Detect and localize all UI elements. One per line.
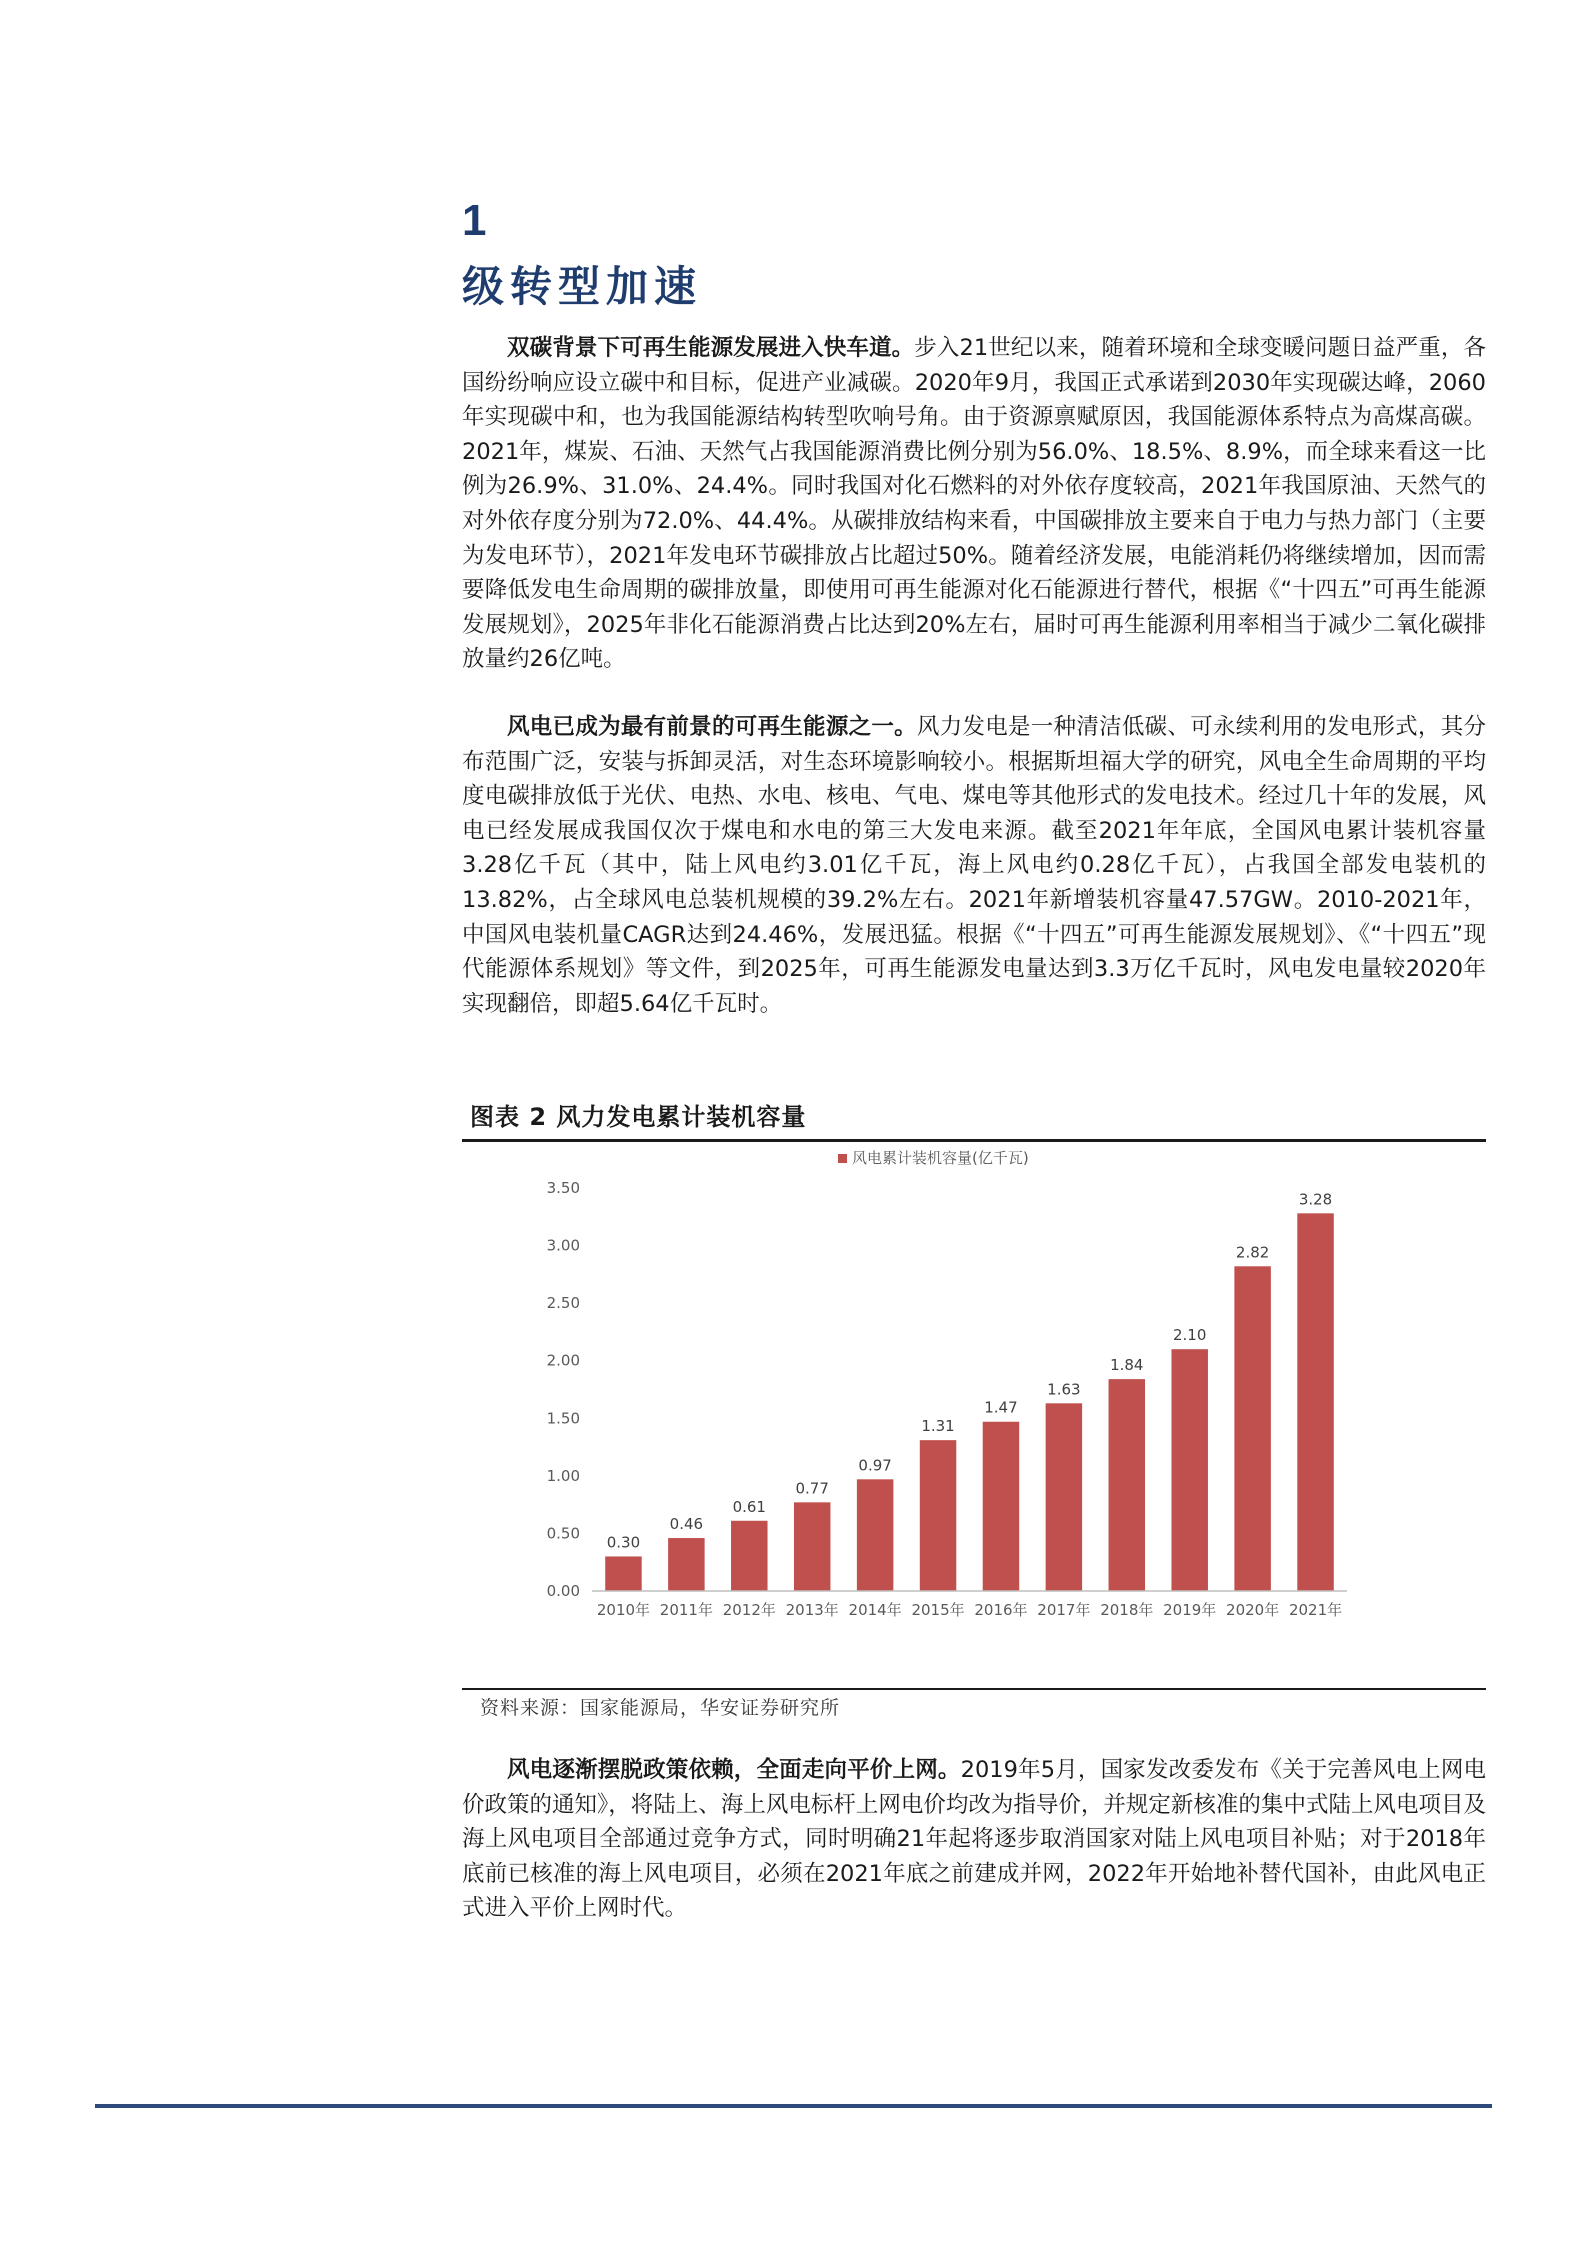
bar-2017年 (1046, 1403, 1082, 1591)
value-label: 2.10 (1173, 1326, 1207, 1345)
value-labels (607, 1190, 1332, 1551)
x-tick-label: 2011年 (659, 1601, 713, 1619)
value-label: 0.46 (669, 1515, 704, 1534)
y-tick-label: 3.00 (546, 1236, 580, 1255)
bar-2016年 (983, 1422, 1019, 1591)
paragraph-policy-lead: 风电逐渐摆脱政策依赖，全面走向平价上网。 (507, 1757, 961, 1783)
legend-label: 风电累计装机容量(亿千瓦) (852, 1149, 1029, 1167)
bar-2018年 (1109, 1379, 1145, 1591)
y-tick-label: 2.00 (546, 1351, 580, 1370)
x-tick-label: 2010年 (596, 1601, 651, 1619)
section-number: 1 (462, 196, 487, 245)
value-label: 1.47 (984, 1398, 1018, 1417)
value-label: 0.77 (795, 1479, 829, 1498)
bar-2012年 (731, 1521, 767, 1591)
x-tick-label: 2016年 (974, 1601, 1028, 1619)
bar-2020年 (1234, 1266, 1270, 1591)
y-axis-ticks (547, 1179, 580, 1600)
value-label: 1.84 (1110, 1356, 1144, 1375)
x-tick-label: 2021年 (1288, 1601, 1343, 1619)
x-axis-ticks (597, 1601, 1342, 1619)
x-tick-label: 2014年 (848, 1601, 902, 1619)
bar-2021年 (1297, 1213, 1333, 1591)
paragraph-wind-lead: 风电已成为最有前景的可再生能源之一。 (507, 714, 917, 740)
paragraph-carbon-body: 步入21世纪以来，随着环境和全球变暖问题日益严重，各国纷纷响应设立碳中和目标，促进产业减碳。2020年9月，我国正式承诺到2030年实现碳达峰，2060年实现碳中和，也为我国能源结构转型吹响号角。由于资源禀赋原因，我国能源体系特点为高煤高碳。2021年，煤炭、石油、天然气占我国能源消费比例分别为56.0%、18.5%、8.9%，而全球来看这一比例为26.9%、31.0%、24.4%。同时我国对化石燃料的对外依存度较高，2021年我国原油、天然气的对外依存度分别为72.0%、44.4%。从碳排放结构来看，中国碳排放主要来自于电力与热力部门（主要为发电环节），2021年发电环节碳排放占比超过50%。随着经济发展，电能消耗仍将继续增加，因而需要降低发电生命周期的碳排放量，即使用可再生能源对化石能源进行替代，根据《“十四五”可再生能源发展规划》，2025年非化石能源消费占比达到20%左右，届时可再生能源利用率相当于减少二氧化碳排放量约26亿吨。 (462, 335, 1486, 673)
bar-2015年 (920, 1440, 956, 1591)
bar-2019年 (1171, 1349, 1207, 1591)
y-tick-label: 1.00 (546, 1466, 580, 1485)
x-tick-label: 2015年 (911, 1601, 965, 1619)
value-label: 1.63 (1047, 1380, 1081, 1399)
bars (605, 1213, 1334, 1591)
paragraph-policy (462, 1753, 1486, 1926)
value-label: 2.82 (1235, 1243, 1270, 1262)
x-tick-label: 2018年 (1100, 1601, 1154, 1619)
footer-rule (95, 2104, 1492, 2108)
paragraph-wind (462, 710, 1486, 1021)
bar-chart (462, 1142, 1486, 1688)
value-label: 0.30 (606, 1533, 641, 1552)
x-tick-label: 2013年 (785, 1601, 839, 1619)
y-tick-label: 0.50 (546, 1524, 580, 1543)
value-label: 3.28 (1298, 1190, 1333, 1209)
x-tick-label: 2017年 (1037, 1601, 1091, 1619)
paragraph-carbon (462, 331, 1486, 677)
y-tick-label: 3.50 (546, 1179, 580, 1197)
chart-legend (838, 1149, 1029, 1167)
figure-title: 图表 2 风力发电累计装机容量 (470, 1103, 807, 1131)
paragraph-carbon-lead: 双碳背景下可再生能源发展进入快车道。 (507, 335, 915, 361)
y-tick-label: 0.00 (546, 1582, 580, 1600)
y-tick-label: 2.50 (546, 1294, 580, 1313)
x-tick-label: 2012年 (722, 1601, 776, 1619)
value-label: 1.31 (921, 1417, 955, 1436)
legend-swatch (838, 1154, 847, 1163)
bar-2014年 (857, 1479, 893, 1591)
x-tick-label: 2020年 (1226, 1601, 1280, 1619)
x-tick-label: 2019年 (1163, 1601, 1217, 1619)
bar-2010年 (605, 1556, 641, 1591)
figure-bottom-rule (462, 1688, 1486, 1690)
bar-2013年 (794, 1502, 830, 1591)
y-tick-label: 1.50 (546, 1409, 580, 1428)
paragraph-policy-body: 2019年5月，国家发改委发布《关于完善风电上网电价政策的通知》，将陆上、海上风电标杆上网电价均改为指导价，并规定新核准的集中式陆上风电项目及海上风电项目全部通过竞争方式，同时明确21年起将逐步取消国家对陆上风电项目补贴；对于2018年底前已核准的海上风电项目，必须在2021年底之前建成并网，2022年开始地补替代国补，由此风电正式进入平价上网时代。 (462, 1757, 1486, 1922)
paragraph-wind-body: 风力发电是一种清洁低碳、可永续利用的发电形式，其分布范围广泛，安装与拆卸灵活，对生态环境影响较小。根据斯坦福大学的研究，风电全生命周期的平均度电碳排放低于光伏、电热、水电、核电、气电、煤电等其他形式的发电技术。经过几十年的发展，风电已经发展成我国仅次于煤电和水电的第三大发电来源。截至2021年年底，全国风电累计装机容量3.28亿千瓦（其中，陆上风电约3.01亿千瓦，海上风电约0.28亿千瓦），占我国全部发电装机的13.82%，占全球风电总装机规模的39.2%左右。2021年新增装机容量47.57GW。2010-2021年，中国风电装机量CAGR达到24.46%，发展迅猛。根据《“十四五”可再生能源发展规划》、《“十四五”现代能源体系规划》等文件，到2025年，可再生能源发电量达到3.3万亿千瓦时，风电发电量较2020年实现翻倍，即超5.64亿千瓦时。 (462, 714, 1486, 1017)
section-title: 级转型加速 (462, 262, 703, 311)
figure-source: 资料来源：国家能源局，华安证券研究所 (480, 1697, 841, 1719)
value-label: 0.97 (858, 1456, 892, 1475)
bar-2011年 (668, 1538, 704, 1591)
value-label: 0.61 (732, 1497, 766, 1516)
